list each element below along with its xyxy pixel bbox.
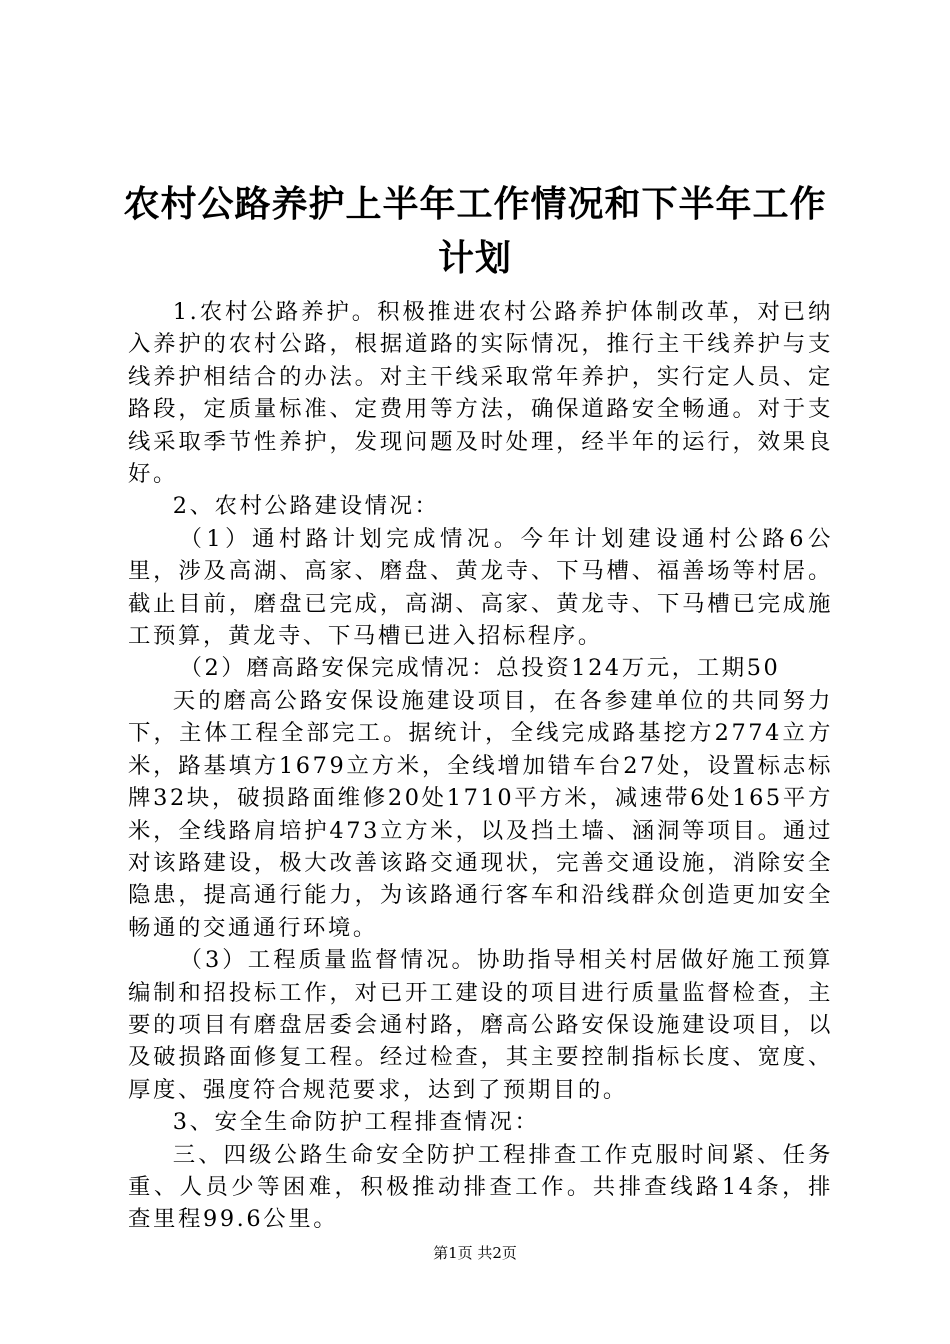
- paragraph-safety-project-details: 天的磨高公路安保设施建设项目，在各参建单位的共同努力下，主体工程全部完工。据统计，全线完成路基挖方2774立方米，路基填方1679立方米，全线增加错车台27处，设置标志标牌32块，破损路面维修20处1710平方米，减速带6处165平方米，全线路肩培护473立方米，以及挡土墙、涵洞等项目。通过对该路建设，极大改善该路交通现状，完善交通设施，消除安全隐患，提高通行能力，为该路通行客车和沿线群众创造更加安全畅通的交通通行环境。: [128, 687, 833, 941]
- paragraph-quality-supervision: （3）工程质量监督情况。协助指导相关村居做好施工预算编制和招投标工作，对已开工建设的项目进行质量监督检查，主要的项目有磨盘居委会通村路，磨高公路安保设施建设项目，以及破损路面修复工程。经过检查，其主要控制指标长度、宽度、厚度、强度符合规范要求，达到了预期目的。: [128, 947, 833, 1103]
- paragraph-safety-project-intro: （2）磨高路安保完成情况：总投资124万元，工期50: [179, 655, 781, 682]
- paragraph-village-road-plan: （1）通村路计划完成情况。今年计划建设通村公路6公里，涉及高湖、高家、磨盘、黄龙寺、下马槽、福善场等村居。截止目前，磨盘已完成，高湖、高家、黄龙寺、下马槽已完成施工预算，黄龙寺、下马槽已进入招标程序。: [128, 525, 833, 650]
- page-footer: 第1页 共2页: [433, 1244, 517, 1262]
- heading-safety-inspection: 3、安全生命防护工程排查情况：: [172, 1109, 540, 1136]
- paragraph-road-maintenance: 1.农村公路养护。积极推进农村公路养护体制改革，对已纳入养护的农村公路，根据道路的实际情况，推行主干线养护与支线养护相结合的办法。对主干线采取常年养护，实行定人员、定路段，定质量标准、定费用等方法，确保道路安全畅通。对于支线采取季节性养护，发现问题及时处理，经半年的运行，效果良好。: [128, 299, 833, 488]
- paragraph-safety-inspection: 三、四级公路生命安全防护工程排查工作克服时间紧、任务重、人员少等困难，积极推动排查工作。共排查线路14条，排查里程99.6公里。: [128, 1141, 833, 1233]
- heading-road-construction: 2、农村公路建设情况：: [172, 493, 440, 520]
- document-title: 农村公路养护上半年工作情况和下半年工作计划: [123, 184, 827, 279]
- document-body: [128, 296, 833, 1236]
